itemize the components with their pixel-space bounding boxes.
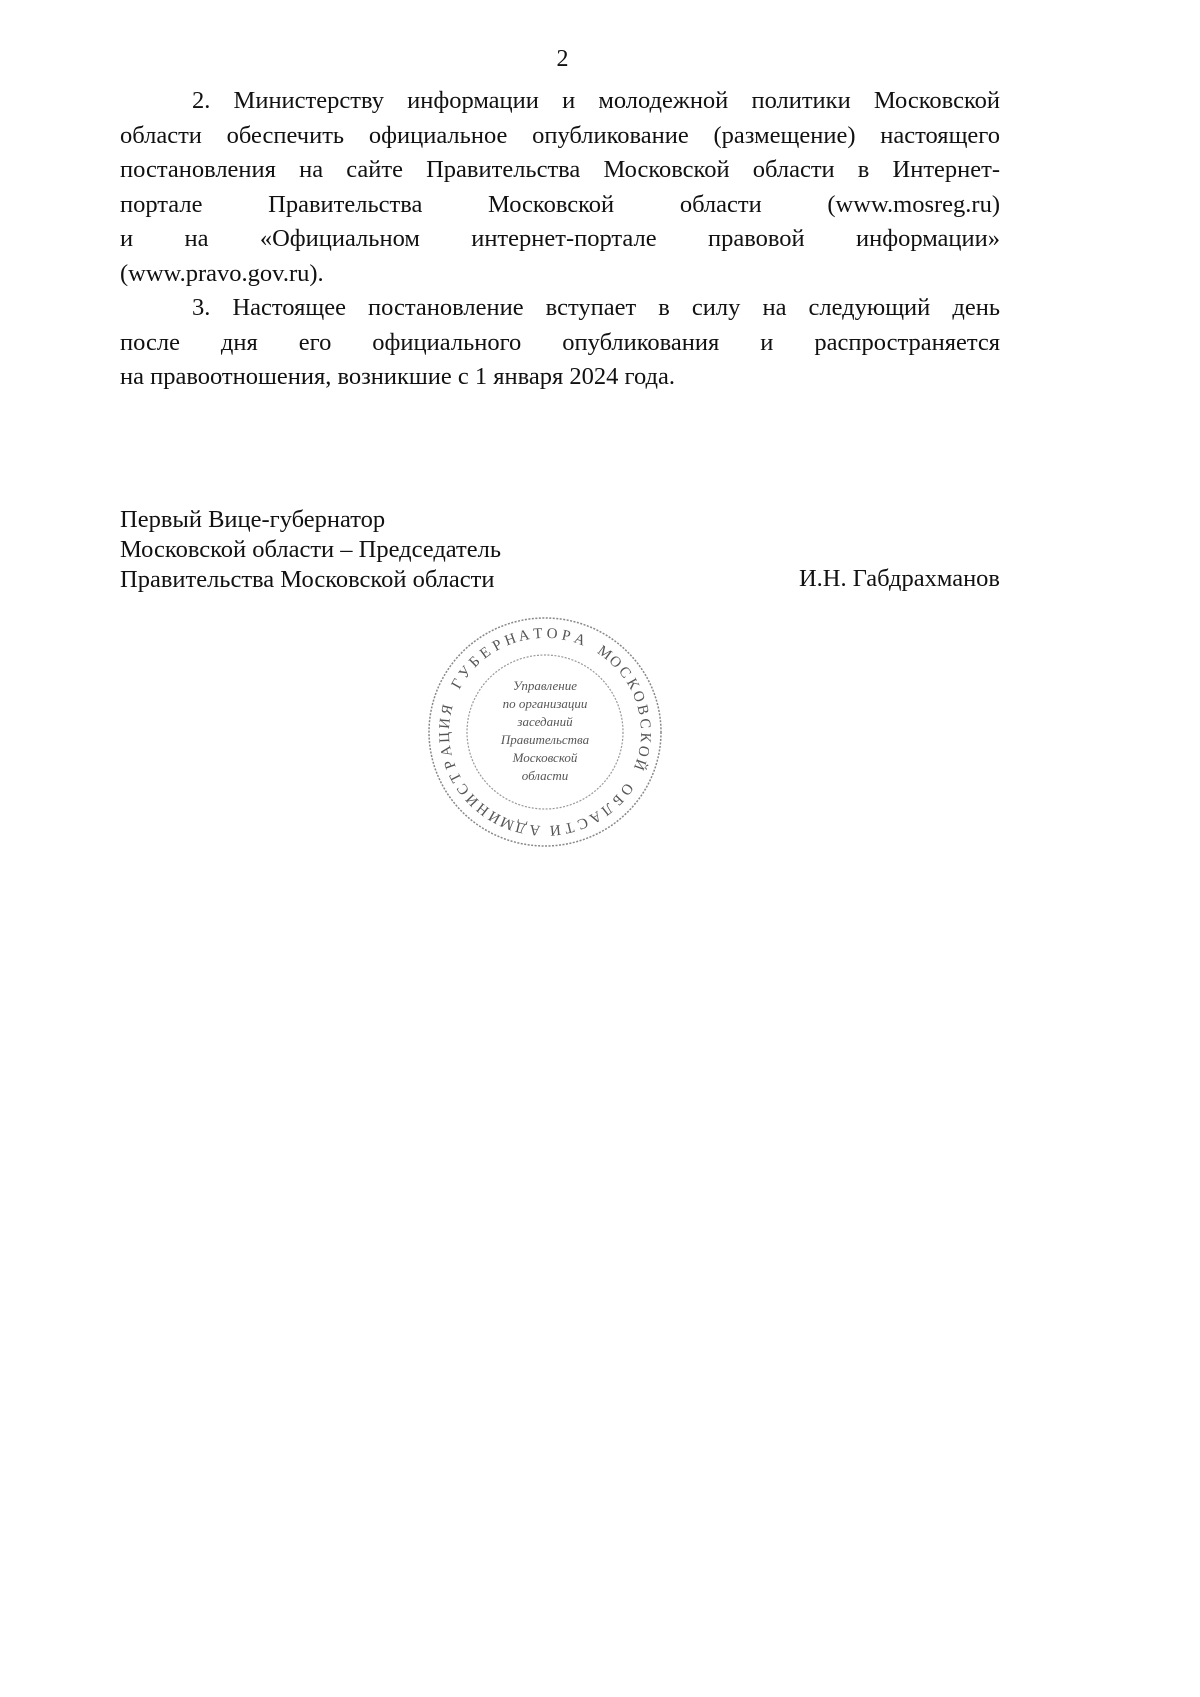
stamp-inner-line: по организации bbox=[502, 696, 588, 711]
page-number: 2 bbox=[556, 46, 569, 72]
stamp-inner-line: Управление bbox=[512, 678, 578, 693]
text-line: области обеспечить официальное опубликование (размещение) настоящего bbox=[120, 121, 1000, 149]
stamp-ring-letter: Т bbox=[447, 769, 466, 785]
stamp-ring-letter: А bbox=[571, 630, 588, 650]
stamp-ring-letter: М bbox=[594, 642, 615, 664]
paragraph-2 bbox=[120, 84, 1000, 291]
stamp-ring-letter: К bbox=[636, 731, 654, 743]
position-line: Московской области – Председатель bbox=[120, 536, 502, 563]
stamp-ring-letter: И bbox=[549, 820, 562, 838]
stamp-ring-letter: А bbox=[516, 627, 531, 646]
stamp-ring-letter: Б bbox=[608, 791, 627, 809]
stamp-ring-letter: У bbox=[455, 663, 476, 682]
text-line: после дня его официального опубликования и распространяется bbox=[120, 328, 1000, 356]
stamp-ring-letter: Г bbox=[448, 676, 467, 692]
stamp-ring-letter: Б bbox=[466, 653, 484, 671]
stamp-ring-letter: Е bbox=[477, 644, 495, 663]
stamp-ring-letter: Й bbox=[630, 756, 649, 773]
signatory-name: И.Н. Габдрахманов bbox=[798, 565, 1000, 592]
stamp-ring-letter: С bbox=[615, 663, 634, 682]
position-line: Первый Вице-губернатор bbox=[120, 506, 386, 533]
stamp-ring-letter: О bbox=[634, 744, 653, 758]
stamp-ring-letter: С bbox=[636, 717, 653, 730]
text-line: портале Правительства Московской области (www.mosreg.ru) bbox=[120, 190, 1000, 218]
stamp-ring-letter: О bbox=[616, 779, 637, 799]
text-line: на правоотношения, возникшие с 1 января 2024 года. bbox=[120, 363, 675, 390]
text-line: и на «Официальном интернет-портале правовой информации» bbox=[120, 225, 1000, 252]
stamp-ring-letter: А bbox=[586, 807, 604, 827]
stamp-ring-letter: Р bbox=[560, 627, 572, 645]
stamp-ring-letter: О bbox=[628, 688, 648, 705]
stamp-inner-text bbox=[500, 678, 590, 783]
official-stamp bbox=[425, 612, 665, 852]
stamp-ring-letter: И bbox=[486, 807, 504, 827]
stamp-ring-letter: С bbox=[454, 780, 474, 798]
stamp-ring-letter: Н bbox=[502, 630, 519, 650]
stamp-ring-letter: Н bbox=[473, 799, 493, 819]
text-line: 2. Министерству информации и молодежной политики Московской bbox=[192, 87, 1000, 114]
stamp-inner-line: Московской bbox=[512, 750, 578, 765]
stamp-ring-letter: О bbox=[605, 652, 625, 672]
stamp-ring-letter: Ц bbox=[436, 731, 454, 744]
stamp-ring-letter: К bbox=[622, 675, 642, 693]
position-line: Правительства Московской области bbox=[120, 566, 495, 593]
stamp-ring-letter: Р bbox=[441, 757, 460, 772]
stamp-ring-letter: Я bbox=[438, 703, 457, 717]
stamp-ring-letter: В bbox=[633, 703, 652, 717]
stamp-ring-letter: М bbox=[498, 812, 517, 833]
stamp-ring-letter: А bbox=[528, 820, 542, 838]
stamp-ring-letter: Л bbox=[597, 799, 616, 819]
text-line: (www.pravo.gov.ru). bbox=[120, 259, 324, 287]
stamp-ring-letter: Т bbox=[532, 625, 544, 643]
stamp-inner-line: Правительства bbox=[500, 732, 590, 747]
stamp-ring-letter: И bbox=[463, 790, 483, 810]
stamp-inner-line: заседаний bbox=[517, 714, 573, 729]
stamp-ring-letter: А bbox=[437, 744, 456, 758]
stamp-ring-letter: И bbox=[436, 717, 454, 730]
stamp-ring-letter: С bbox=[574, 813, 591, 833]
stamp-ring-letter: О bbox=[546, 625, 559, 643]
text-line: 3. Настоящее постановление вступает в силу на следующий день bbox=[192, 294, 1000, 321]
stamp-ring-letter: Т bbox=[562, 818, 576, 836]
stamp-ring-letter: Р bbox=[490, 636, 505, 655]
stamp-ring-letter: Д bbox=[514, 818, 528, 837]
document-body bbox=[120, 84, 1000, 395]
paragraph-3 bbox=[120, 291, 1000, 395]
stamp-inner-line: области bbox=[521, 768, 569, 783]
signatory-position bbox=[120, 505, 501, 595]
text-line: постановления на сайте Правительства Московской области в Интернет- bbox=[120, 156, 1000, 183]
